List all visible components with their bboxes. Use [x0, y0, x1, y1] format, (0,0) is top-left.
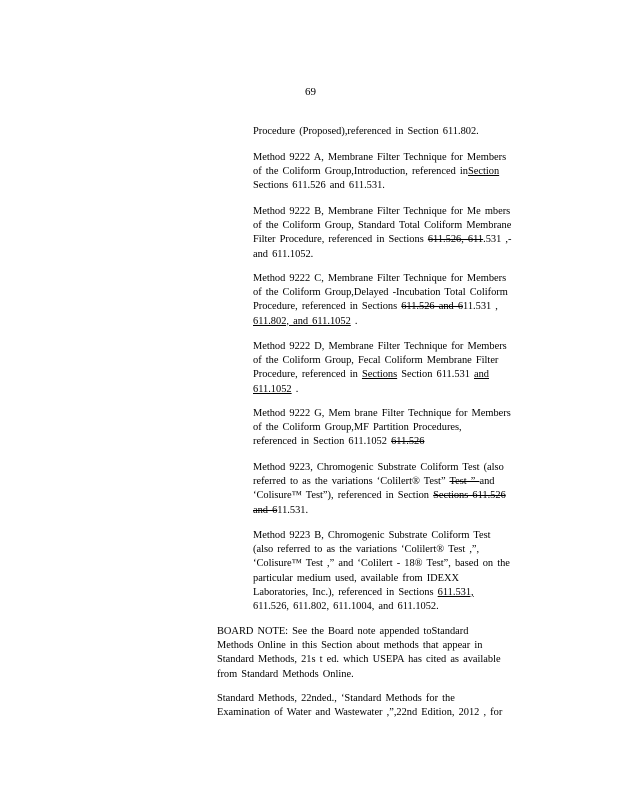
method-entry-line: [253, 272, 531, 286]
struck-text: 611.526, 611: [427, 234, 484, 246]
method-entry-line: [253, 529, 531, 543]
text-run: referenced in Section 611.1052: [253, 436, 392, 448]
struck-text: 611.526: [391, 436, 425, 448]
method-entry-line: [253, 165, 531, 179]
text-run: Standard Methods, 21s t ed. which USEPA has cited as available: [217, 654, 501, 666]
text-run: .: [291, 383, 299, 395]
text-run: Method 9223 B, Chromogenic Substrate Coliform Test: [253, 530, 491, 541]
text-run: Examination of Water and Wastewater ,”,22nd Edition, 2012 , for: [217, 707, 503, 719]
text-run: 11.531.: [277, 504, 309, 516]
method-entry-line: [253, 475, 531, 489]
text-run: Method 9222 C, Membrane Filter Technique for Members: [253, 273, 507, 284]
struck-text: 611.526 and 6: [401, 301, 464, 313]
text-run: Procedure, referenced in: [253, 369, 362, 381]
text-run: 11.531 ,: [463, 301, 498, 313]
text-run: Laboratories, Inc.), referenced in Sections: [253, 586, 438, 598]
method-entry-line: [253, 300, 531, 314]
text-run: Procedure, referenced in Sections: [253, 301, 402, 313]
inserted-text: Sections: [361, 369, 398, 381]
method-entry-line: [253, 248, 531, 262]
text-run: Section 611.531: [397, 369, 474, 381]
standard-methods-entry-line: [217, 692, 531, 706]
inserted-text: and: [474, 369, 490, 381]
method-entry-line: [253, 504, 531, 518]
inserted-text: 611.802, and 611.1052: [253, 315, 351, 327]
board-note: [217, 625, 531, 682]
method-entry-line: [253, 233, 531, 247]
text-run: referred to as the variations ‘Colilert® Test”: [253, 476, 450, 488]
method-entry-line: [253, 383, 531, 397]
board-note-line: [217, 653, 531, 667]
method-entry-line: [253, 435, 531, 449]
method-entry-line: [253, 179, 531, 193]
method-entry-line: [253, 354, 531, 368]
struck-text: Sections 611.526: [433, 490, 506, 502]
text-run: .: [350, 315, 358, 327]
method-entry-line: [253, 286, 531, 300]
method-entry: [253, 529, 531, 614]
method-entry-line: [253, 315, 531, 329]
standard-methods-entry-line: [217, 706, 531, 720]
method-entry-line: [253, 368, 531, 382]
text-run: .531 ,-: [483, 234, 512, 246]
text-run: of the Coliform Group, Standard Total Coliform Membrane: [253, 220, 512, 232]
text-run: Method 9222 D, Membrane Filter Technique for Members: [253, 341, 507, 352]
text-run: Methods Online in this Section about methods that appear in: [217, 640, 483, 652]
text-run: Procedure (Proposed),referenced in Section 611.802.: [253, 126, 479, 137]
text-run: and: [479, 476, 495, 488]
text-run: of the Coliform Group,Delayed -Incubation Total Coliform: [253, 287, 508, 299]
method-entry-line: [253, 151, 531, 165]
method-entry-line: [253, 557, 531, 571]
board-note-line: [217, 639, 531, 653]
text-run: Sections 611.526 and 611.531.: [253, 180, 385, 192]
text-run: and 611.1052.: [253, 248, 314, 260]
method-entry: [253, 340, 531, 397]
text-run: ‘Colisure™ Test ,” and ‘Colilert - 18® Test”, based on the: [253, 558, 510, 570]
method-entry-line: [253, 219, 531, 233]
method-entry-line: [253, 340, 531, 354]
method-entry: [253, 205, 531, 262]
text-run: of the Coliform Group,Introduction, referenced in: [253, 166, 468, 178]
text-run: of the Coliform Group,MF Partition Procedures,: [253, 422, 462, 434]
method-entry: [253, 272, 531, 329]
method-entry: [253, 407, 531, 450]
method-entry: [253, 125, 531, 139]
method-entry-line: [253, 586, 531, 600]
board-note-line: [217, 625, 531, 639]
text-run: Method 9222 G, Mem brane Filter Technique for Members: [253, 408, 511, 419]
text-run: particular medium used, available from IDEXX: [253, 572, 460, 584]
text-run: Method 9223, Chromogenic Substrate Coliform Test (also: [253, 462, 504, 473]
text-run: 611.526, 611.802, 611.1004, and 611.1052.: [253, 601, 439, 613]
method-entry-line: [253, 407, 531, 421]
page-number: 69: [305, 86, 316, 98]
inserted-text: 611.1052: [253, 383, 292, 395]
method-entry-line: [253, 600, 531, 614]
method-entry-line: [253, 125, 531, 139]
text-run: from Standard Methods Online.: [217, 668, 354, 680]
method-entry-line: [253, 489, 531, 503]
text-run: BOARD NOTE: See the Board note appended toStandard: [217, 626, 469, 637]
standard-methods-entry: [217, 692, 531, 720]
text-run: of the Coliform Group, Fecal Coliform Membrane Filter: [253, 355, 499, 367]
struck-text: Test ”: [449, 476, 480, 488]
struck-text: and 6: [253, 504, 278, 516]
board-note-line: [217, 668, 531, 682]
text-run: Filter Procedure, referenced in Sections: [253, 234, 428, 246]
method-entry-line: [253, 543, 531, 557]
method-entry: [253, 151, 531, 194]
text-run: Method 9222 B, Membrane Filter Technique for Me mbers: [253, 206, 511, 217]
text-run: ‘Colisure™ Test”), referenced in Section: [253, 490, 434, 502]
text-run: Method 9222 A, Membrane Filter Technique for Members: [253, 152, 507, 163]
text-run: (also referred to as the variations ‘Colilert® Test ,”,: [253, 544, 480, 556]
inserted-text: Section: [467, 166, 500, 178]
method-entry-line: [253, 461, 531, 475]
method-entry-line: [253, 572, 531, 586]
method-entry-line: [253, 421, 531, 435]
text-run: Standard Methods, 22nded., ‘Standard Methods for the: [217, 693, 455, 704]
method-entry: [253, 461, 531, 518]
inserted-text: 611.531,: [437, 586, 474, 598]
method-entry-line: [253, 205, 531, 219]
